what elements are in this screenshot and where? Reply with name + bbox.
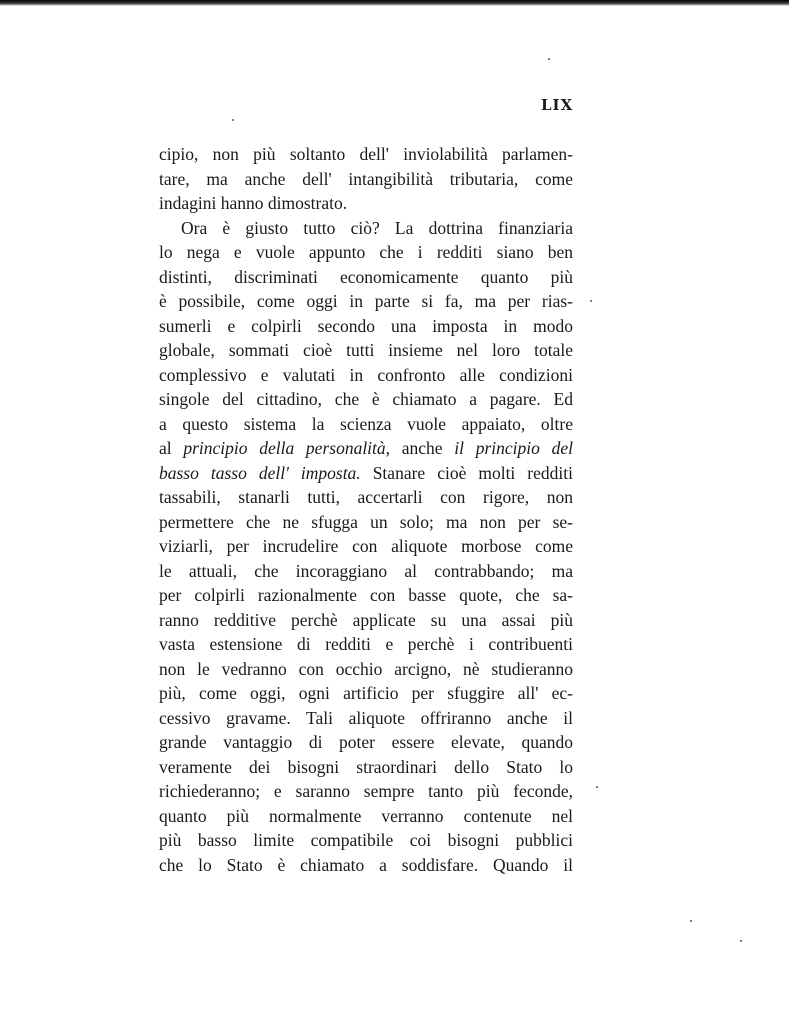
scan-speck [740, 940, 742, 942]
text-segment: a questo sistema la scienza vuole appaiato, oltre [159, 413, 573, 434]
text-line [159, 828, 573, 853]
italic-text: basso tasso dell' imposta. [159, 462, 361, 483]
text-line [159, 559, 573, 584]
text-line [159, 755, 573, 780]
body-text [159, 142, 573, 877]
text-segment: singole del cittadino, che è chiamato a pagare. Ed [159, 389, 573, 409]
text-line [159, 338, 573, 363]
text-segment: permettere che ne sfugga un solo; ma non per se- [159, 511, 573, 532]
text-segment: richiederanno; e saranno sempre tanto più feconde, [159, 781, 573, 801]
text-segment: è possibile, come oggi in parte si fa, ma per rias- [159, 291, 573, 311]
text-line [159, 730, 573, 755]
text-line [159, 216, 573, 241]
text-segment: più basso limite compatibile coi bisogni pubblici [159, 830, 573, 850]
scan-speck [232, 119, 234, 121]
text-line [159, 387, 573, 412]
text-line [159, 608, 573, 633]
text-segment: globale, sommati cioè tutti insieme nel loro totale [159, 340, 573, 360]
scan-speck [690, 920, 692, 922]
text-line [159, 436, 573, 461]
text-line [159, 853, 573, 878]
text-segment: sumerli e colpirli secondo una imposta in modo [159, 315, 573, 336]
text-line [159, 706, 573, 731]
text-segment: le attuali, che incoraggiano al contrabbando; ma [159, 560, 573, 581]
text-segment: Stanare cioè molti redditi [360, 462, 573, 483]
italic-text: il principio del [454, 438, 573, 458]
text-segment: al [159, 438, 184, 458]
text-segment: che lo Stato è chiamato a soddisfare. Quando il [159, 854, 573, 875]
text-segment: lo nega e vuole appunto che i redditi siano ben [159, 242, 573, 262]
text-segment: ranno redditive perchè applicate su una assai più [159, 609, 573, 630]
text-line [159, 583, 573, 608]
scan-speck [590, 300, 592, 302]
text-line [159, 363, 573, 388]
text-line [159, 412, 573, 437]
text-segment: grande vantaggio di poter essere elevate, quando [159, 732, 573, 752]
text-segment: tassabili, stanarli tutti, accertarli con rigore, non [159, 487, 573, 507]
text-segment: cessivo gravame. Tali aliquote offriranno anche il [159, 707, 573, 728]
scan-top-edge [0, 0, 789, 6]
scan-speck [596, 786, 598, 788]
text-segment: tare, ma anche dell' intangibilità tributaria, come [159, 168, 573, 189]
text-line [159, 485, 573, 510]
text-segment: per colpirli razionalmente con basse quote, che sa- [159, 585, 573, 605]
text-segment: distinti, discriminati economicamente quanto più [159, 266, 573, 287]
scan-speck [548, 58, 550, 60]
text-segment: vasta estensione di redditi e perchè i contribuenti [159, 634, 573, 654]
text-line [159, 142, 573, 167]
italic-text: principio della personalità, [183, 438, 391, 458]
text-line [159, 534, 573, 559]
text-line [159, 314, 573, 339]
text-line [159, 510, 573, 535]
text-line [159, 461, 573, 486]
text-segment: indagini hanno dimostrato. [159, 193, 348, 213]
text-line [159, 265, 573, 290]
text-segment: Ora è giusto tutto ciò? La dottrina finanziaria [181, 217, 573, 238]
text-line [159, 804, 573, 829]
text-line [159, 240, 573, 265]
text-line [159, 632, 573, 657]
text-segment: veramente dei bisogni straordinari dello Stato lo [159, 756, 573, 777]
text-segment: cipio, non più soltanto dell' inviolabilità parlamen- [159, 144, 573, 164]
text-segment: più, come oggi, ogni artificio per sfuggire all' ec- [159, 683, 573, 703]
text-line [159, 289, 573, 314]
text-line [159, 167, 573, 192]
page-number: LIX [541, 96, 574, 114]
text-segment: quanto più normalmente verranno contenute nel [159, 805, 573, 826]
text-line [159, 681, 573, 706]
text-segment: viziarli, per incrudelire con aliquote morbose come [159, 536, 573, 556]
text-line [159, 191, 573, 216]
text-segment: anche [390, 438, 455, 458]
text-segment: complessivo e valutati in confronto alle condizioni [159, 364, 573, 385]
text-line [159, 657, 573, 682]
text-segment: non le vedranno con occhio arcigno, nè studieranno [159, 658, 573, 679]
text-line [159, 779, 573, 804]
